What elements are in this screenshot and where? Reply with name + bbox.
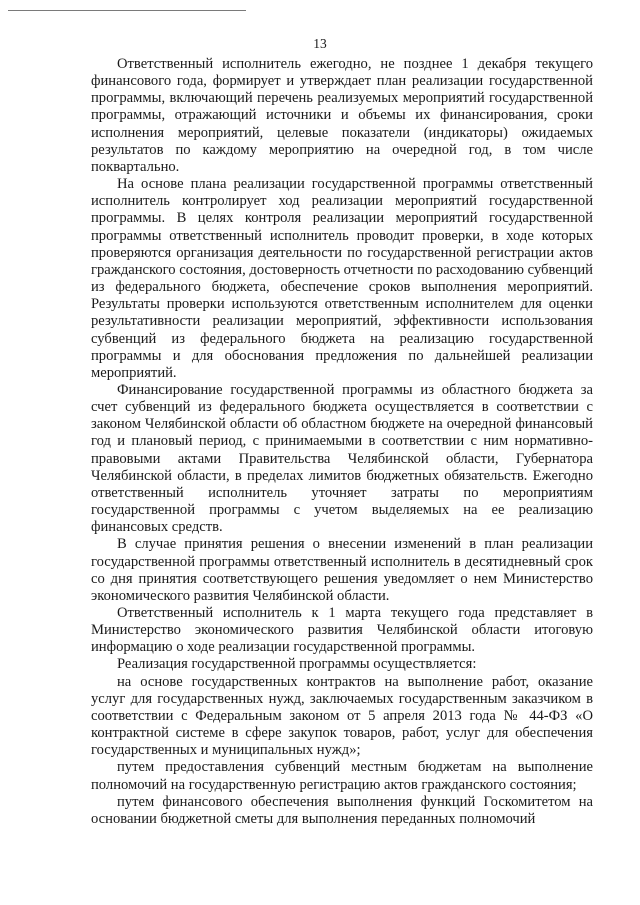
paragraph: В случае принятия решения о внесении изменений в план реализации государственной программы ответственный исполнитель в десятидневный срок со дня принятия соответствующего решения уведомляет о нем Министерство экономического развития Челябинской области.	[91, 536, 593, 604]
page-number: 13	[313, 36, 327, 51]
paragraph: Ответственный исполнитель к 1 марта текущего года представляет в Министерство экономического развития Челябинской области итоговую информацию о ходе реализации государственной программы.	[91, 605, 593, 656]
top-rule	[8, 10, 246, 11]
paragraph: путем финансового обеспечения выполнения функций Госкомитетом на основании бюджетной сметы для выполнения переданных полномочий	[91, 793, 593, 827]
paragraph: путем предоставления субвенций местным бюджетам на выполнение полномочий на государственную регистрацию актов гражданского состояния;	[91, 759, 593, 793]
document-body	[91, 56, 593, 828]
paragraph: Финансирование государственной программы из областного бюджета за счет субвенций из федерального бюджета осуществляется в соответствии с законом Челябинской области об областном бюджете на очередной финансовый год и плановый период, с принимаемыми в соответствии с ним нормативно-правовыми актами Правительства Челябинской области, Губернатора Челябинской области, в пределах лимитов бюджетных обязательств. Ежегодно ответственный исполнитель уточняет затраты по мероприятиям государственной программы с учетом выделяемых на ее реализацию финансовых средств.	[91, 381, 593, 536]
paragraph: На основе плана реализации государственной программы ответственный исполнитель контролирует ход реализации мероприятий государственной программы. В целях контроля реализации мероприятий государственной программы ответственный исполнитель проводит проверки, в ходе которых проверяются организация деятельности по государственной регистрации актов гражданского состояния, достоверность отчетности по расходованию субвенций из федерального бюджета, обеспечение сроков выполнения мероприятий. Результаты проверки используются ответственным исполнителем для оценки результативности реализации мероприятий, эффективности использования субвенций из федерального бюджета на реализацию государственной программы и для обоснования предложения по дальнейшей реализации мероприятий.	[91, 176, 593, 381]
paragraph: Ответственный исполнитель ежегодно, не позднее 1 декабря текущего финансового года, формирует и утверждает план реализации государственной программы, включающий перечень реализуемых мероприятий государственной программы, отражающий источники и объемы их финансирования, сроки исполнения мероприятий, целевые показатели (индикаторы) ожидаемых результатов по каждому мероприятию на очередной год, в том числе поквартально.	[91, 56, 593, 175]
paragraph: на основе государственных контрактов на выполнение работ, оказание услуг для государственных нужд, заключаемых государственным заказчиком в соответствии с Федеральным законом от 5 апреля 2013 года № 44-ФЗ «О контрактной системе в сфере закупок товаров, работ, услуг для обеспечения государственных и муниципальных нужд»;	[91, 673, 593, 759]
paragraph: Реализация государственной программы осуществляется:	[117, 656, 477, 673]
